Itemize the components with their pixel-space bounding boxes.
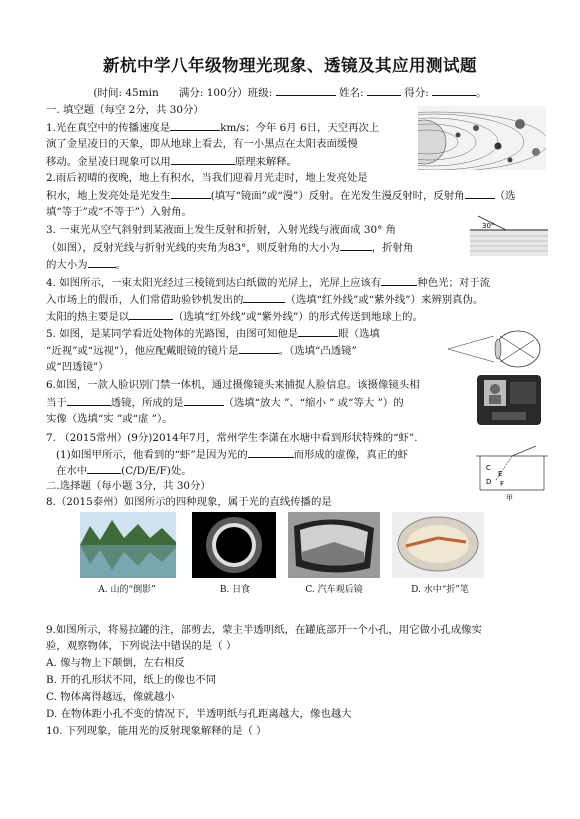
q7-line3 [56, 462, 192, 480]
name-blank[interactable] [367, 84, 401, 96]
q5-blank1[interactable] [298, 325, 338, 337]
q7-text: 而形成的虚像，真正的虾 [293, 449, 408, 461]
q2-line2 [46, 187, 515, 205]
q7-blank2[interactable] [87, 462, 121, 474]
q3-blank2[interactable] [88, 256, 116, 268]
q3-text: 的大小为 [46, 259, 88, 271]
q9-option-b[interactable]: B. 开的孔形状不同，纸上的像也不同 [46, 674, 217, 686]
face-device-figure [476, 374, 542, 426]
q6-line1: 6.如图，一款人脸识别门禁一体机，通过摄像镜头来捕捉人脸信息。该摄像镜头相 [46, 379, 420, 391]
q6-line2 [46, 394, 404, 412]
q4-line1 [46, 274, 490, 292]
q4-blank3[interactable] [129, 308, 173, 320]
q9-line2: 验，观察物体，下列说法中错误的是（ ） [46, 640, 237, 652]
q8-text: 8.（2015泰州）如图所示的四种现象，属于光的直线传播的是 [46, 496, 332, 508]
q6-text: 透镜，所成的是 [110, 397, 184, 409]
bent-chopstick-photo [392, 512, 484, 578]
q4-text: 4. 如图所示，一束太阳光经过三棱镜到达白纸做的光屏上，光屏上应该有 [46, 277, 382, 289]
class-blank[interactable] [276, 84, 336, 96]
q7-text: (C/D/E/F)处。 [121, 465, 192, 477]
q1-line1 [46, 119, 379, 137]
q2-line1: 2.雨后初晴的夜晚，地上有积水，当我们迎着月光走时，地上发亮处是 [46, 172, 368, 184]
q6-text: （选填“放大 ”、“缩小 ” 或“等大 ”）的 [223, 397, 404, 409]
q9-option-a[interactable]: A. 像与物上下颠倒，左右相反 [46, 657, 185, 669]
q4-line2 [46, 291, 483, 309]
point-f: F [500, 480, 505, 488]
result-blank[interactable] [432, 84, 476, 96]
q4-text: 太阳的热主要是以 [46, 311, 130, 323]
solar-system-figure [418, 106, 546, 170]
q6-blank1[interactable] [67, 394, 111, 406]
point-d: D [486, 478, 492, 486]
q6-blank2[interactable] [184, 394, 224, 406]
q9-line1: 9.如图所示，将易拉罐的注，部剪去，蒙主半透明纸，在罐底部开一个小孔，用它做小孔成像实 [46, 624, 482, 636]
eye-figure [448, 328, 548, 370]
section1-heading: 一. 填空题（每空 2分，共 30分） [46, 104, 204, 116]
mountain-reflection-photo [80, 512, 176, 578]
solar-eclipse-photo [192, 512, 276, 578]
q5-blank2[interactable] [239, 342, 279, 354]
shrimp-figure [476, 446, 548, 502]
q10-text: 10. 下列现象，能用光的反射现象解释的是（ ） [46, 725, 267, 737]
q4-text: （选填“红外线”或“紫外线”）的形式传送到地球上的。 [173, 311, 423, 323]
q3-text: 。 [115, 259, 126, 271]
page-title: 新杭中学八年级物理光现象、透镜及其应用测试题 [103, 56, 477, 75]
q5-line3: 或“凹透镜”） [46, 361, 109, 373]
q7-text: (1)如图甲所示，他看到的“虾”是因为光的 [56, 449, 248, 461]
q5-text: 。（选填“凸透镜” [278, 345, 357, 357]
q5-text: 眼（选填 [338, 328, 380, 340]
q5-line1 [46, 325, 380, 343]
q1-text: 1.光在真空中的传播速度是 [46, 122, 171, 134]
q3-line2 [46, 239, 413, 257]
q1-text: 原理来解释。 [234, 156, 298, 168]
figure-label-jia: 甲 [506, 494, 513, 502]
q7-line2 [56, 446, 408, 464]
q7-text: 在水中 [56, 465, 88, 477]
q4-line3 [46, 308, 423, 326]
q7-blank1[interactable] [248, 446, 294, 458]
q7-line1: 7. （2015常州）(9分)2014年7月，常州学生李潇在水塘中看到形状特殊的“虾”. [46, 432, 418, 444]
q9-option-d[interactable]: D. 在物体距小孔不变的情况下，半透明纸与孔距离越大，像也越大 [46, 708, 352, 720]
q1-text: km/s；今年 6月 6日，天空再次上 [220, 122, 380, 134]
q3-text: ，折射角 [371, 242, 414, 254]
name-label: 姓名: [338, 87, 364, 99]
q1-line3 [46, 153, 297, 171]
q1-blank2[interactable] [171, 153, 235, 165]
car-mirror-photo [288, 512, 380, 578]
q3-blank1[interactable] [340, 239, 372, 251]
point-c: C [486, 464, 491, 472]
caption-d: D. 水中“折”笔 [411, 585, 469, 595]
caption-c: C. 汽车观后镜 [305, 585, 363, 595]
result-label: 得分: [404, 87, 429, 99]
q3-line1: 3. 一束光从空气斜射到某液面上发生反射和折射，入射光线与液面成 30° 角 [46, 224, 396, 236]
q2-text: (填写“镜面”或“漫”）反射。在光发生漫反射时，反射角 [210, 190, 465, 202]
q3-text: （如图），反射光线与折射光线的夹角为83°，则反射角的大小为 [46, 242, 340, 254]
q2-blank2[interactable] [465, 187, 495, 199]
caption-b: B. 日食 [219, 585, 251, 595]
q4-blank1[interactable] [381, 274, 417, 286]
q4-text: （选填“红外线”或“紫外线”）来辨别真伪。 [285, 294, 484, 306]
q1-line2: 演了金星凌日的天象，即从地球上看去，有一小黑点在太阳表面缓慢 [46, 138, 358, 150]
q2-line3: 填“等于”或“不等于”）入射角。 [46, 206, 192, 218]
time-label: (时间: 45min [93, 87, 159, 99]
q2-blank1[interactable] [171, 187, 211, 199]
q9-option-c[interactable]: C. 物体离得越远，像就越小 [46, 691, 175, 703]
caption-a: A. 山的“倒影” [98, 585, 156, 595]
info-end: 。 [476, 87, 487, 99]
score-label: 满分: 100分）班级: [178, 87, 273, 99]
q1-text: 移动。金星凌日现象可以用 [46, 156, 171, 168]
q4-text: 种色光；对于流 [417, 277, 491, 289]
section2-heading: 二.选择题（每小题 3分，共 30分） [46, 480, 211, 492]
q2-text: 积水，地上发亮处是光发生 [46, 190, 171, 202]
q3-line3 [46, 256, 126, 274]
q2-text: （选 [494, 190, 516, 202]
q6-line3: 实像（选填“实 ”或“虚 ”）。 [46, 413, 173, 425]
q4-blank2[interactable] [243, 291, 285, 303]
q1-blank1[interactable] [170, 119, 220, 131]
angle-label: 30° [482, 222, 495, 230]
refraction-figure [470, 214, 548, 256]
q5-text: “近视”或“远视”），他应配戴眼镜的镜片是 [46, 345, 239, 357]
point-e: E [498, 470, 503, 478]
exam-info [0, 84, 580, 102]
q5-text: 5. 如图，是某同学看近处物体的光路图，由图可知他是 [46, 328, 299, 340]
q6-text: 当于 [46, 397, 67, 409]
q5-line2 [46, 342, 357, 360]
q4-text: 入市场上的假币，人们常借助验钞机发出的 [46, 294, 244, 306]
